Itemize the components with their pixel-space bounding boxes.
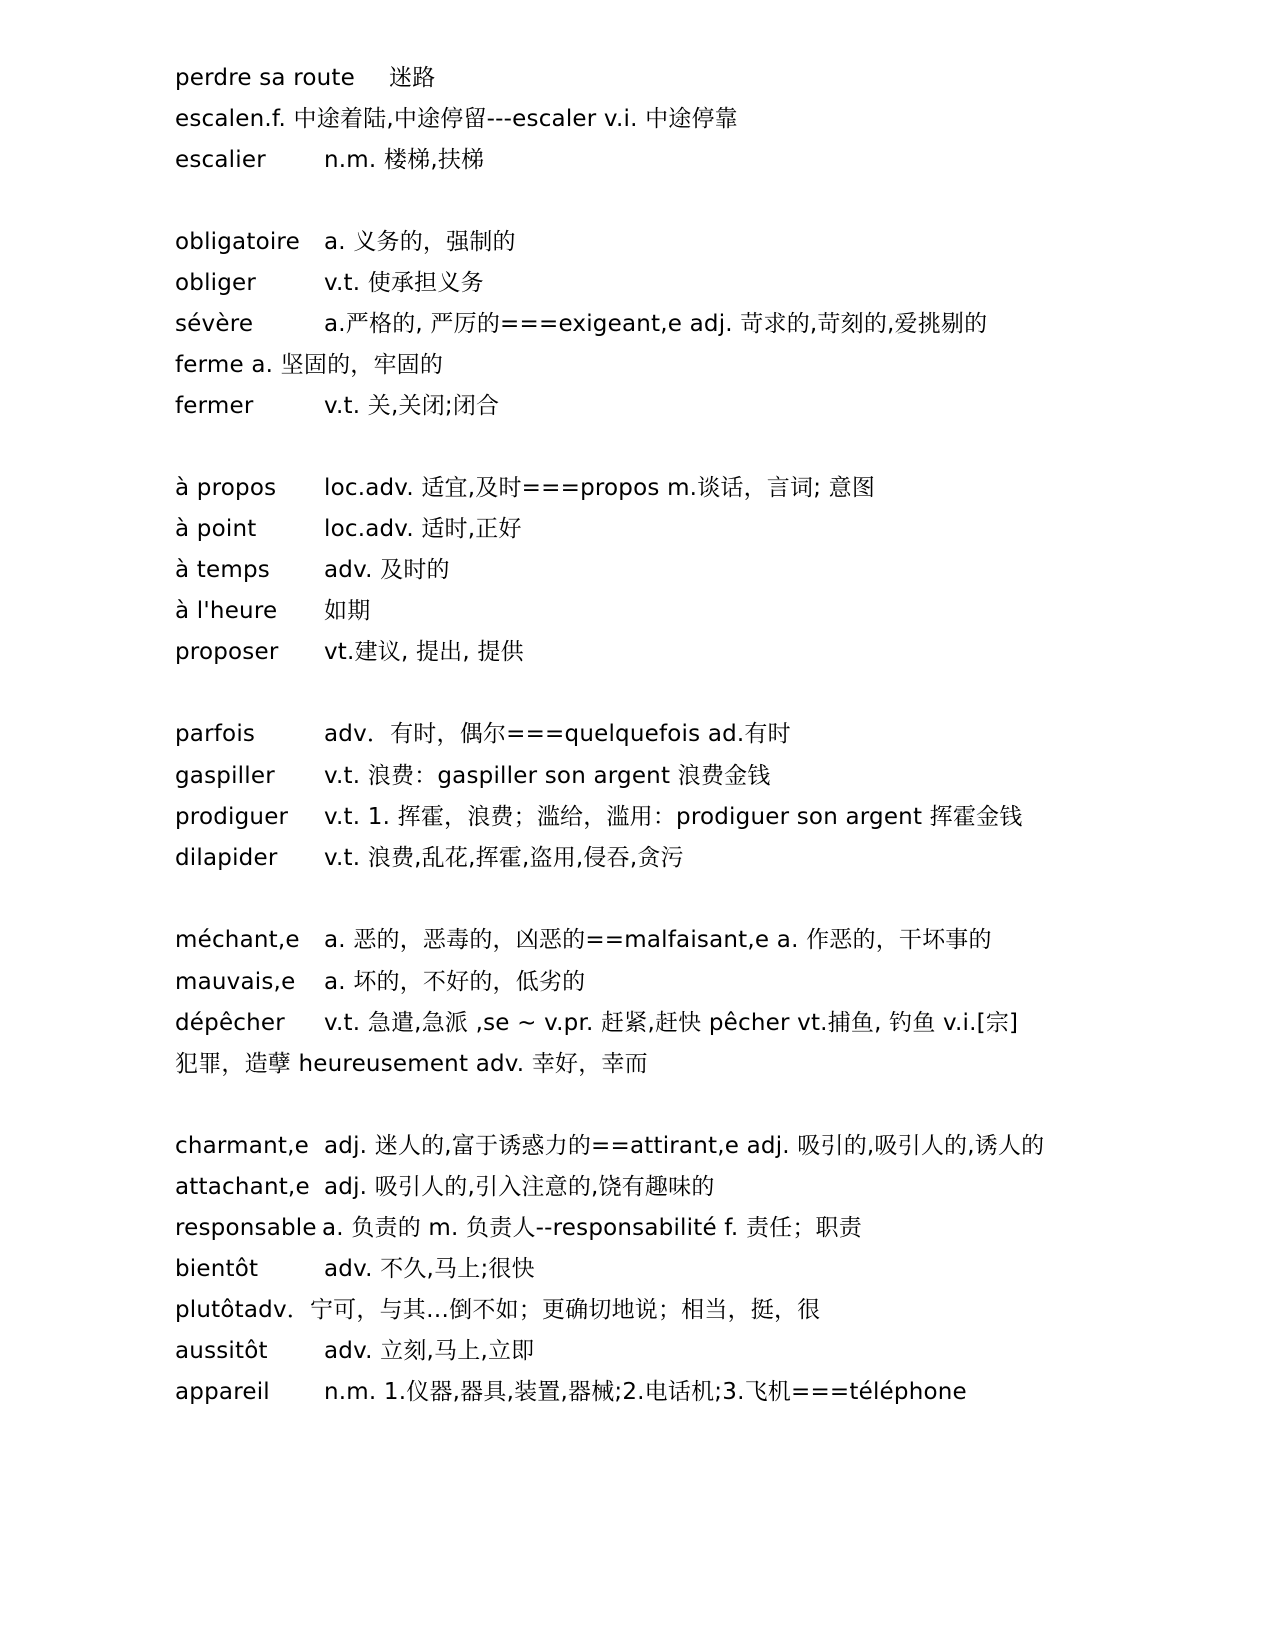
- entry-definition: v.t. 浪费：gaspiller son argent 浪费金钱: [324, 763, 771, 789]
- entry-word: sévère: [175, 311, 254, 337]
- entry-word: méchant,e: [175, 927, 300, 953]
- entry-definition: a. 负责的 m. 负责人--responsabilité f. 责任；职责: [322, 1215, 862, 1241]
- entry-word: obligatoire: [175, 229, 300, 255]
- entry-definition: loc.adv. 适时,正好: [324, 516, 522, 542]
- entry-definition: 如期: [324, 598, 371, 624]
- entry-word: appareil: [175, 1379, 270, 1405]
- entry-word: 犯罪，造孽 heureusement adv. 幸好，幸而: [175, 1051, 648, 1077]
- entry-definition: a. 恶的，恶毒的，凶恶的==malfaisant,e a. 作恶的，干坏事的: [324, 927, 992, 953]
- entry-definition: v.t. 1. 挥霍，浪费；滥给，滥用：prodiguer son argent 挥霍金钱: [324, 804, 1023, 830]
- entry-definition: adj. 吸引人的,引入注意的,饶有趣味的: [324, 1174, 715, 1200]
- entry-definition: adj. 迷人的,富于诱惑力的==attirant,e adj. 吸引的,吸引人的,诱人的: [324, 1133, 1045, 1159]
- entry-definition: v.t. 浪费,乱花,挥霍,盗用,侵吞,贪污: [324, 845, 684, 871]
- entry-definition: n.m. 楼梯,扶梯: [324, 147, 485, 173]
- entry-word: attachant,e: [175, 1174, 310, 1200]
- entry-word: proposer: [175, 639, 279, 665]
- entry-definition: n.m. 1.仪器,器具,装置,器械;2.电话机;3.飞机===téléphone: [324, 1379, 967, 1405]
- entry-word: gaspiller: [175, 763, 275, 789]
- entry-definition: a. 坏的，不好的，低劣的: [324, 969, 586, 995]
- entry-word: ferme a. 坚固的，牢固的: [175, 352, 444, 378]
- entry-word: dilapider: [175, 845, 278, 871]
- entry-word: dépêcher: [175, 1010, 285, 1036]
- entry-word: bientôt: [175, 1256, 259, 1282]
- entry-word: perdre sa route: [175, 65, 355, 91]
- entry-word: responsable: [175, 1215, 317, 1241]
- entry-word: obliger: [175, 270, 257, 296]
- entry-definition: adv. 不久,马上;很快: [324, 1256, 535, 1282]
- entry-word: à point: [175, 516, 257, 542]
- entry-definition: v.t. 使承担义务: [324, 270, 484, 296]
- entry-word: escalen.f. 中途着陆,中途停留---escaler v.i. 中途停靠: [175, 106, 738, 132]
- entry-word: aussitôt: [175, 1338, 268, 1364]
- entry-definition: v.t. 关,关闭;闭合: [324, 393, 500, 419]
- entry-definition: loc.adv. 适宜,及时===propos m.谈话，言词; 意图: [324, 475, 876, 501]
- entry-word: à propos: [175, 475, 277, 501]
- entry-definition: a.严格的, 严厉的===exigeant,e adj. 苛求的,苛刻的,爱挑剔的: [324, 311, 988, 337]
- entry-word: à l'heure: [175, 598, 278, 624]
- entry-definition: 迷路: [389, 65, 436, 91]
- entry-word: à temps: [175, 557, 270, 583]
- entry-word: plutôtadv．宁可，与其…倒不如；更确切地说；相当，挺，很: [175, 1297, 821, 1323]
- entry-word: mauvais,e: [175, 969, 296, 995]
- entry-definition: vt.建议, 提出, 提供: [324, 639, 524, 665]
- entry-word: parfois: [175, 721, 256, 747]
- entry-definition: adv. 及时的: [324, 557, 450, 583]
- entry-word: fermer: [175, 393, 254, 419]
- entry-word: escalier: [175, 147, 266, 173]
- entry-word: charmant,e: [175, 1133, 309, 1159]
- entry-definition: adv. 立刻,马上,立即: [324, 1338, 535, 1364]
- entry-definition: v.t. 急遣,急派 ,se ~ v.pr. 赶紧,赶快 pêcher vt.捕鱼, 钓鱼 v.i.[宗]: [324, 1010, 1019, 1036]
- entry-definition: a. 义务的，强制的: [324, 229, 516, 255]
- entry-word: prodiguer: [175, 804, 289, 830]
- entry-definition: adv．有时，偶尔===quelquefois ad.有时: [324, 721, 791, 747]
